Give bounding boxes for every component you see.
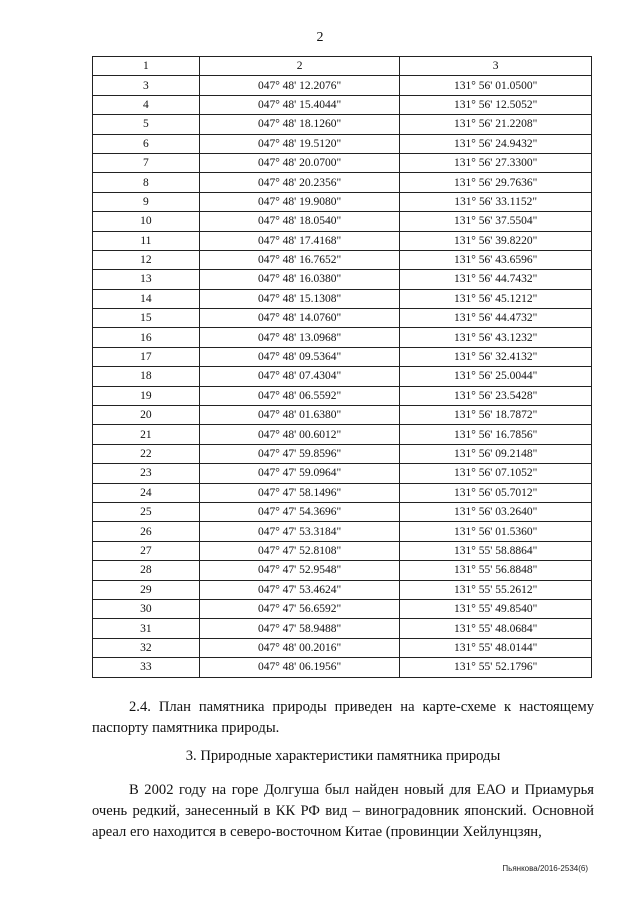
point-number-cell: 17 <box>93 347 200 366</box>
latitude-cell: 047° 47' 56.6592" <box>199 599 400 618</box>
point-number-cell: 25 <box>93 502 200 521</box>
longitude-cell: 131° 55' 56.8848" <box>400 561 592 580</box>
point-number-cell: 28 <box>93 561 200 580</box>
latitude-cell: 047° 48' 06.5592" <box>199 386 400 405</box>
table-header-row <box>93 57 592 76</box>
point-number-cell: 20 <box>93 406 200 425</box>
longitude-cell: 131° 55' 48.0684" <box>400 619 592 638</box>
longitude-cell: 131° 56' 32.4132" <box>400 347 592 366</box>
point-number-cell: 6 <box>93 134 200 153</box>
point-number-cell: 12 <box>93 250 200 269</box>
longitude-cell: 131° 55' 52.1796" <box>400 658 592 677</box>
longitude-cell: 131° 56' 25.0044" <box>400 367 592 386</box>
table-row <box>93 483 592 502</box>
table-row <box>93 619 592 638</box>
table-row <box>93 367 592 386</box>
latitude-cell: 047° 48' 15.1308" <box>199 289 400 308</box>
longitude-cell: 131° 56' 07.1052" <box>400 464 592 483</box>
longitude-cell: 131° 56' 39.8220" <box>400 231 592 250</box>
table-row <box>93 638 592 657</box>
table-row <box>93 270 592 289</box>
longitude-cell: 131° 56' 44.4732" <box>400 309 592 328</box>
latitude-cell: 047° 48' 16.0380" <box>199 270 400 289</box>
table-row <box>93 580 592 599</box>
latitude-cell: 047° 47' 58.1496" <box>199 483 400 502</box>
longitude-cell: 131° 55' 58.8864" <box>400 541 592 560</box>
point-number-cell: 32 <box>93 638 200 657</box>
table-row <box>93 76 592 95</box>
latitude-cell: 047° 48' 13.0968" <box>199 328 400 347</box>
table-row <box>93 250 592 269</box>
latitude-cell: 047° 48' 20.2356" <box>199 173 400 192</box>
latitude-cell: 047° 48' 18.1260" <box>199 115 400 134</box>
longitude-cell: 131° 56' 09.2148" <box>400 444 592 463</box>
table-row <box>93 289 592 308</box>
longitude-cell: 131° 56' 21.2208" <box>400 115 592 134</box>
longitude-cell: 131° 56' 23.5428" <box>400 386 592 405</box>
point-number-cell: 30 <box>93 599 200 618</box>
longitude-cell: 131° 56' 18.7872" <box>400 406 592 425</box>
point-number-cell: 5 <box>93 115 200 134</box>
point-number-cell: 29 <box>93 580 200 599</box>
point-number-cell: 9 <box>93 192 200 211</box>
table-row <box>93 309 592 328</box>
point-number-cell: 18 <box>93 367 200 386</box>
longitude-cell: 131° 56' 33.1152" <box>400 192 592 211</box>
coordinates-table <box>92 56 592 678</box>
table-row <box>93 658 592 677</box>
latitude-cell: 047° 48' 18.0540" <box>199 212 400 231</box>
table-row <box>93 522 592 541</box>
latitude-cell: 047° 47' 59.0964" <box>199 464 400 483</box>
point-number-cell: 16 <box>93 328 200 347</box>
table-row <box>93 328 592 347</box>
latitude-cell: 047° 48' 12.2076" <box>199 76 400 95</box>
column-header: 1 <box>93 57 200 76</box>
latitude-cell: 047° 48' 06.1956" <box>199 658 400 677</box>
table-row <box>93 347 592 366</box>
table-row <box>93 464 592 483</box>
latitude-cell: 047° 47' 58.9488" <box>199 619 400 638</box>
section-heading: 3. Природные характеристики памятника природы <box>185 748 501 764</box>
latitude-cell: 047° 48' 01.6380" <box>199 406 400 425</box>
point-number-cell: 26 <box>93 522 200 541</box>
latitude-cell: 047° 47' 52.9548" <box>199 561 400 580</box>
page-number: 2 <box>316 30 324 45</box>
point-number-cell: 14 <box>93 289 200 308</box>
latitude-cell: 047° 48' 00.6012" <box>199 425 400 444</box>
table-row <box>93 561 592 580</box>
longitude-cell: 131° 55' 48.0144" <box>400 638 592 657</box>
table-row <box>93 502 592 521</box>
table-row <box>93 386 592 405</box>
point-number-cell: 19 <box>93 386 200 405</box>
table-row <box>93 115 592 134</box>
point-number-cell: 11 <box>93 231 200 250</box>
point-number-cell: 23 <box>93 464 200 483</box>
table-row <box>93 599 592 618</box>
latitude-cell: 047° 48' 16.7652" <box>199 250 400 269</box>
point-number-cell: 4 <box>93 95 200 114</box>
column-header: 2 <box>199 57 400 76</box>
paragraph-plan: 2.4. План памятника природы приведен на карте-схеме к настоящему паспорту памятника природы. <box>92 699 594 736</box>
longitude-cell: 131° 56' 44.7432" <box>400 270 592 289</box>
latitude-cell: 047° 48' 20.0700" <box>199 153 400 172</box>
table-row <box>93 212 592 231</box>
point-number-cell: 22 <box>93 444 200 463</box>
latitude-cell: 047° 47' 53.3184" <box>199 522 400 541</box>
table-row <box>93 406 592 425</box>
longitude-cell: 131° 55' 55.2612" <box>400 580 592 599</box>
longitude-cell: 131° 56' 05.7012" <box>400 483 592 502</box>
longitude-cell: 131° 56' 27.3300" <box>400 153 592 172</box>
longitude-cell: 131° 56' 01.0500" <box>400 76 592 95</box>
latitude-cell: 047° 48' 07.4304" <box>199 367 400 386</box>
latitude-cell: 047° 47' 53.4624" <box>199 580 400 599</box>
table-row <box>93 231 592 250</box>
longitude-cell: 131° 56' 03.2640" <box>400 502 592 521</box>
table-row <box>93 541 592 560</box>
latitude-cell: 047° 48' 15.4044" <box>199 95 400 114</box>
point-number-cell: 21 <box>93 425 200 444</box>
point-number-cell: 24 <box>93 483 200 502</box>
latitude-cell: 047° 48' 19.9080" <box>199 192 400 211</box>
point-number-cell: 13 <box>93 270 200 289</box>
table-row <box>93 95 592 114</box>
latitude-cell: 047° 47' 54.3696" <box>199 502 400 521</box>
latitude-cell: 047° 48' 09.5364" <box>199 347 400 366</box>
point-number-cell: 8 <box>93 173 200 192</box>
table-row <box>93 153 592 172</box>
longitude-cell: 131° 56' 01.5360" <box>400 522 592 541</box>
latitude-cell: 047° 48' 19.5120" <box>199 134 400 153</box>
latitude-cell: 047° 47' 52.8108" <box>199 541 400 560</box>
longitude-cell: 131° 56' 24.9432" <box>400 134 592 153</box>
point-number-cell: 27 <box>93 541 200 560</box>
latitude-cell: 047° 48' 14.0760" <box>199 309 400 328</box>
latitude-cell: 047° 47' 59.8596" <box>199 444 400 463</box>
column-header: 3 <box>400 57 592 76</box>
table-row <box>93 173 592 192</box>
document-footer: Пьянкова/2016-2534(6) <box>502 864 588 873</box>
point-number-cell: 33 <box>93 658 200 677</box>
table-row <box>93 192 592 211</box>
table-row <box>93 444 592 463</box>
longitude-cell: 131° 55' 49.8540" <box>400 599 592 618</box>
longitude-cell: 131° 56' 16.7856" <box>400 425 592 444</box>
latitude-cell: 047° 48' 00.2016" <box>199 638 400 657</box>
longitude-cell: 131° 56' 43.1232" <box>400 328 592 347</box>
point-number-cell: 15 <box>93 309 200 328</box>
point-number-cell: 3 <box>93 76 200 95</box>
longitude-cell: 131° 56' 45.1212" <box>400 289 592 308</box>
longitude-cell: 131° 56' 43.6596" <box>400 250 592 269</box>
longitude-cell: 131° 56' 37.5504" <box>400 212 592 231</box>
table-row <box>93 134 592 153</box>
latitude-cell: 047° 48' 17.4168" <box>199 231 400 250</box>
point-number-cell: 7 <box>93 153 200 172</box>
paragraph-description: В 2002 году на горе Долгуша был найден новый для ЕАО и Приамурья очень редкий, занесенный в КК РФ вид – виноградовник японский. Основной ареал его находится в северо-восточном Китае (провинции Хейлунцзян, <box>92 782 594 840</box>
point-number-cell: 10 <box>93 212 200 231</box>
longitude-cell: 131° 56' 29.7636" <box>400 173 592 192</box>
longitude-cell: 131° 56' 12.5052" <box>400 95 592 114</box>
table-row <box>93 425 592 444</box>
point-number-cell: 31 <box>93 619 200 638</box>
